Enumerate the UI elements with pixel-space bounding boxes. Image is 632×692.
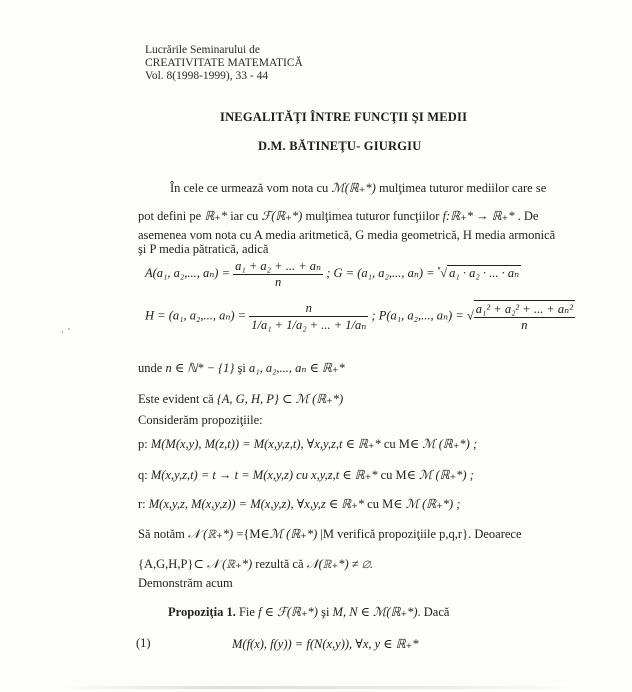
text-run: cu M∈ — [367, 497, 403, 511]
text-run: cu M∈ — [380, 468, 416, 482]
text-run: Fie — [238, 605, 255, 619]
math-symbol: ℳ (ℝ₊*) ; — [419, 468, 474, 482]
paragraph-line — [170, 180, 546, 196]
math-expression: M, N ∈ ℳ(ℝ₊*) — [332, 605, 418, 619]
fraction-denominator: 1/a₁ + 1/a₂ + ... + 1/aₙ — [251, 317, 367, 332]
math-symbol: 𝒩 (ℝ₊*) — [188, 527, 234, 541]
proposition-p — [138, 436, 477, 452]
math-expression: M(x,y,z, M(x,y,z)) = M(x,y,z), ∀x,y,z ∈ ℝ₊* — [148, 497, 365, 511]
formula-harmonic-quadratic: H = (a₁, a₂,..., aₙ) = $\frac{n}{\text{1/a₁ + 1/a₂ + ... + 1/aₙ}}$ ; P(a₁, a₂,..., aₙ) = √ $\frac{\text{a₁² + a₂² + ... + aₙ²}}{n}$ — [145, 300, 573, 332]
scan-edge-shadow — [60, 686, 580, 689]
paragraph-line — [138, 208, 538, 224]
paragraph-line — [138, 556, 373, 572]
math-symbol: ℳ (ℝ₊*) — [269, 527, 318, 541]
text-run: . Dacă — [417, 605, 450, 619]
text-run: şi — [237, 361, 246, 375]
text-run: iar cu — [230, 209, 259, 223]
proposition-label: q: — [138, 468, 148, 482]
math-expression: M(M(x,y), M(z,t)) = M(x,y,z,t), ∀x,y,z,t ∈ ℝ₊* — [150, 437, 381, 451]
text-run: Să notăm — [138, 527, 185, 541]
proposition-label: r: — [138, 497, 146, 511]
math-symbol: ℝ₊* — [204, 209, 228, 223]
scan-artifact — [68, 328, 70, 330]
formula-arithmetic-geometric: A(a₁, a₂,..., aₙ) = $\frac{\text{a₁ + a₂ + ... + aₙ}}{n}$ ; G = (a₁, a₂,..., aₙ) = $^{^n}$√ a₁ · a₂ · ... · aₙ — [145, 259, 520, 289]
equation-1: M(f(x), f(y)) = f(N(x,y)), ∀x, y ∈ ℝ₊* — [232, 637, 419, 651]
journal-subtitle: CREATIVITATE MATEMATICĂ — [145, 57, 303, 69]
text-run: ={M∈ — [236, 527, 270, 541]
math-expression: a₁, a₂,..., aₙ ∈ ℝ₊* — [248, 361, 345, 375]
journal-name: Lucrările Seminarului de — [145, 44, 260, 56]
paper-title: INEGALITĂŢI ÎNTRE FUNCŢII ŞI MEDII — [220, 110, 468, 124]
math-symbol: ℱ(ℝ₊*) — [261, 209, 303, 223]
math-symbol: ℳ (ℝ₊*) ; — [422, 437, 478, 451]
text-run: şi — [321, 605, 330, 619]
math-symbol: ℳ(ℝ₊*) — [331, 181, 376, 195]
proposition-r — [138, 496, 460, 512]
paragraph-line — [138, 391, 343, 407]
paragraph-line: Considerăm propoziţiile: — [138, 413, 263, 427]
text-run: Este evident că — [138, 392, 214, 406]
proposition-1 — [168, 604, 449, 620]
fraction-numerator: a₁ + a₂ + ... + aₙ — [235, 259, 322, 273]
text-run: cu M∈ — [383, 437, 420, 451]
math-expression: 𝒩(ℝ₊*) ≠ ∅. — [306, 557, 374, 571]
text-run: |M verifică propoziţiile p,q,r}. Deoarece — [320, 527, 522, 541]
text-run: unde — [138, 361, 163, 375]
math-symbol: 𝒩 (ℝ₊*) — [207, 557, 253, 571]
math-expression: {A, G, H, P} ⊂ ℳ (ℝ₊*) — [216, 392, 344, 406]
fraction-denominator: n — [275, 275, 282, 289]
journal-volume: Vol. 8(1998-1999), 33 - 44 — [145, 70, 269, 82]
paragraph-line: asemenea vom nota cu A media aritmetică, G media geometrică, H media armonică — [138, 228, 556, 242]
math-symbol: f:ℝ₊* → ℝ₊* — [442, 209, 515, 223]
fraction — [233, 258, 323, 290]
text-run: {A,G,H,P}⊂ — [138, 557, 204, 571]
fraction-numerator: a₁² + a₂² + ... + aₙ² — [475, 302, 573, 316]
proposition-heading: Propoziţia 1. — [168, 605, 236, 619]
proposition-label: p: — [138, 437, 148, 451]
fraction — [249, 301, 368, 333]
paragraph-line: Demonstrăm acum — [138, 576, 233, 590]
equation-label: (1) — [136, 636, 151, 650]
fraction-denominator: n — [521, 318, 528, 332]
math-expression: f ∈ ℱ(ℝ₊*) — [258, 605, 318, 619]
text-run: pot defini pe — [138, 209, 202, 223]
formula-H-lhs: H = (a₁, a₂,..., aₙ) = — [145, 308, 247, 323]
radicand: a₁ · a₂ · ... · aₙ — [449, 265, 520, 280]
text-run: mulţimea tuturor funcţiilor — [305, 209, 440, 223]
proposition-q — [138, 467, 474, 483]
text-run: mulţimea tuturor mediilor care se — [378, 181, 547, 195]
paragraph-line: şi P media pătratică, adică — [138, 242, 269, 256]
root-index: ⁿ — [437, 264, 441, 274]
math-expression: M(x,y,z,t) = t → t = M(x,y,z) cu x,y,z,t ∈ ℝ₊* — [150, 468, 378, 482]
math-expression: n ∈ ℕ* − {1} — [165, 361, 235, 375]
math-symbol: ℳ (ℝ₊*) ; — [405, 497, 461, 511]
formula-G-lhs: ; G = (a₁, a₂,..., aₙ) = — [326, 265, 435, 280]
formula-A-lhs: A(a₁, a₂,..., aₙ) = — [145, 265, 231, 280]
fraction-numerator: n — [249, 301, 368, 317]
text-run: . De — [517, 209, 539, 223]
text-run: rezultă că — [255, 557, 304, 571]
formula-P-lhs: ; P(a₁, a₂,..., aₙ) = — [371, 308, 464, 323]
paper-author: D.M. BĂTINEŢU- GIURGIU — [258, 139, 422, 153]
scan-artifact — [62, 330, 63, 333]
text-run: În cele ce urmează vom nota cu — [170, 181, 329, 195]
paragraph-line — [138, 526, 522, 542]
fraction — [474, 300, 575, 333]
paragraph-line — [138, 360, 345, 376]
